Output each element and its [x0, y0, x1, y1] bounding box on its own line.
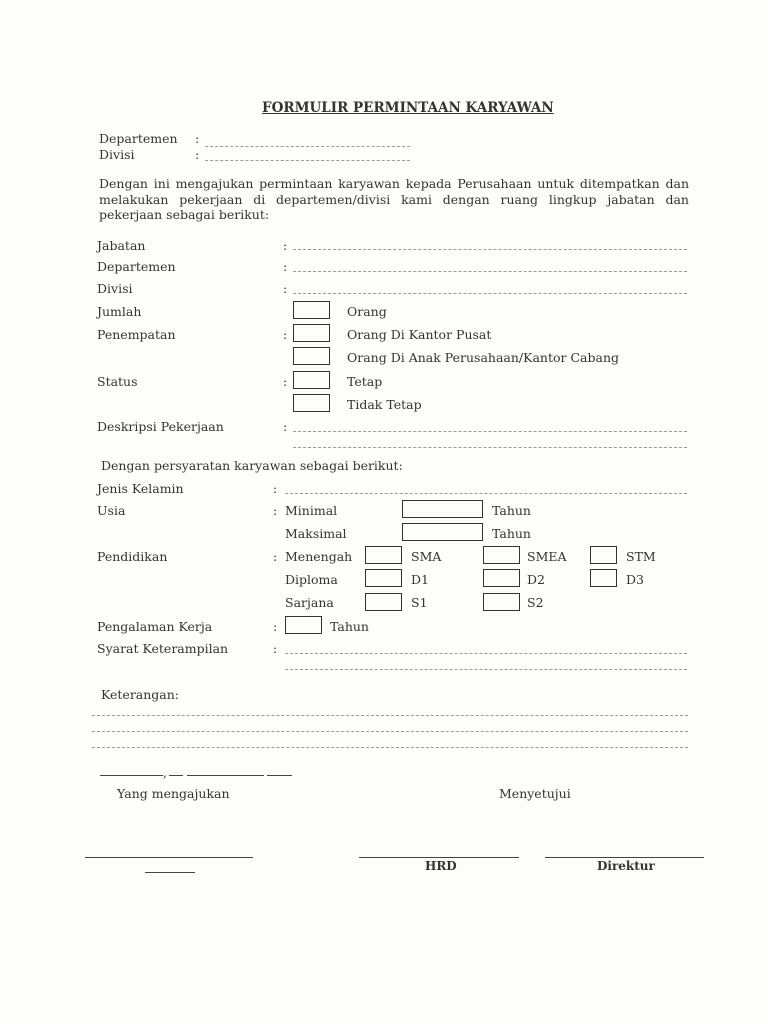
jumlah-box[interactable]	[293, 301, 330, 319]
colon: :	[273, 641, 278, 656]
keterampilan-label: Syarat Keterampilan	[97, 641, 229, 656]
s2-label: S2	[527, 595, 544, 610]
penempatan-pusat-box[interactable]	[293, 324, 330, 342]
jenis-kelamin-label: Jenis Kelamin	[97, 481, 184, 496]
header-departemen-input[interactable]	[205, 146, 410, 147]
s2-box[interactable]	[483, 593, 520, 611]
divisi-input[interactable]	[293, 293, 687, 294]
signature-line-applicant[interactable]	[85, 857, 253, 858]
d2-label: D2	[527, 572, 545, 587]
colon: :	[195, 131, 200, 146]
jabatan-label: Jabatan	[97, 238, 146, 253]
pengalaman-unit: Tahun	[330, 619, 369, 634]
date-day-line[interactable]	[169, 775, 183, 776]
menyetujui-label: Menyetujui	[499, 786, 571, 801]
sma-label: SMA	[411, 549, 442, 564]
keterangan-label: Keterangan:	[101, 687, 180, 702]
requirements-intro: Dengan persyaratan karyawan sebagai berikut:	[101, 458, 403, 473]
status-tetap-box[interactable]	[293, 371, 330, 389]
sma-box[interactable]	[365, 546, 402, 564]
colon: :	[273, 619, 278, 634]
colon: :	[283, 419, 288, 434]
sarjana-label: Sarjana	[285, 595, 334, 610]
s1-box[interactable]	[365, 593, 402, 611]
deskripsi-input-1[interactable]	[293, 431, 687, 432]
usia-minimal-unit: Tahun	[492, 503, 531, 518]
d3-box[interactable]	[590, 569, 617, 587]
keterampilan-input-1[interactable]	[285, 653, 687, 654]
stm-label: STM	[626, 549, 656, 564]
colon: :	[273, 503, 278, 518]
colon: :	[273, 481, 278, 496]
colon: :	[283, 327, 288, 342]
header-departemen-label: Departemen	[99, 131, 178, 146]
keterangan-input-1[interactable]	[92, 715, 688, 716]
keterangan-input-2[interactable]	[92, 731, 688, 732]
jenis-kelamin-input[interactable]	[285, 493, 687, 494]
pengalaman-label: Pengalaman Kerja	[97, 619, 213, 634]
d1-box[interactable]	[365, 569, 402, 587]
penempatan-cabang-label: Orang Di Anak Perusahaan/Kantor Cabang	[347, 350, 619, 365]
smea-box[interactable]	[483, 546, 520, 564]
date-place-line[interactable]	[100, 775, 163, 776]
usia-maksimal-box[interactable]	[402, 523, 483, 541]
signature-line-direktur[interactable]	[545, 857, 704, 858]
d2-box[interactable]	[483, 569, 520, 587]
usia-label: Usia	[97, 503, 126, 518]
colon: :	[273, 549, 278, 564]
colon: :	[283, 281, 288, 296]
date-comma: ,	[163, 765, 167, 780]
status-tidak-tetap-box[interactable]	[293, 394, 330, 412]
status-tetap-label: Tetap	[347, 374, 383, 389]
usia-maksimal-label: Maksimal	[285, 526, 347, 541]
direktur-label: Direktur	[597, 859, 655, 873]
form-title: FORMULIR PERMINTAAN KARYAWAN	[262, 100, 554, 116]
pengalaman-box[interactable]	[285, 616, 322, 634]
s1-label: S1	[411, 595, 428, 610]
signature-name-line-applicant	[145, 872, 195, 873]
stm-box[interactable]	[590, 546, 617, 564]
menengah-label: Menengah	[285, 549, 353, 564]
d1-label: D1	[411, 572, 429, 587]
intro-paragraph: Dengan ini mengajukan permintaan karyawan kepada Perusahaan untuk ditempatkan dan melakukan pekerjaan di departemen/divisi kami dengan ruang lingkup jabatan dan pekerjaan sebagai berikut:	[99, 176, 689, 222]
header-divisi-label: Divisi	[99, 147, 135, 162]
penempatan-cabang-box[interactable]	[293, 347, 330, 365]
deskripsi-label: Deskripsi Pekerjaan	[97, 419, 224, 434]
keterampilan-input-2[interactable]	[285, 669, 687, 670]
signature-line-hrd[interactable]	[359, 857, 519, 858]
d3-label: D3	[626, 572, 644, 587]
jumlah-unit: Orang	[347, 304, 387, 319]
usia-maksimal-unit: Tahun	[492, 526, 531, 541]
deskripsi-input-2[interactable]	[293, 447, 687, 448]
date-year-line[interactable]	[267, 775, 292, 776]
jumlah-label: Jumlah	[97, 304, 142, 319]
header-divisi-input[interactable]	[205, 160, 410, 161]
penempatan-pusat-label: Orang Di Kantor Pusat	[347, 327, 492, 342]
usia-minimal-label: Minimal	[285, 503, 338, 518]
yang-mengajukan-label: Yang mengajukan	[117, 786, 230, 801]
keterangan-input-3[interactable]	[92, 747, 688, 748]
usia-minimal-box[interactable]	[402, 500, 483, 518]
departemen-label: Departemen	[97, 259, 176, 274]
status-tidak-tetap-label: Tidak Tetap	[347, 397, 422, 412]
colon: :	[283, 259, 288, 274]
colon: :	[195, 147, 200, 162]
divisi-label: Divisi	[97, 281, 133, 296]
jabatan-input[interactable]	[293, 249, 687, 250]
date-month-line[interactable]	[187, 775, 264, 776]
penempatan-label: Penempatan	[97, 327, 176, 342]
status-label: Status	[97, 374, 138, 389]
pendidikan-label: Pendidikan	[97, 549, 168, 564]
departemen-input[interactable]	[293, 271, 687, 272]
smea-label: SMEA	[527, 549, 567, 564]
diploma-label: Diploma	[285, 572, 338, 587]
colon: :	[283, 374, 288, 389]
colon: :	[283, 238, 288, 253]
hrd-label: HRD	[425, 859, 457, 873]
